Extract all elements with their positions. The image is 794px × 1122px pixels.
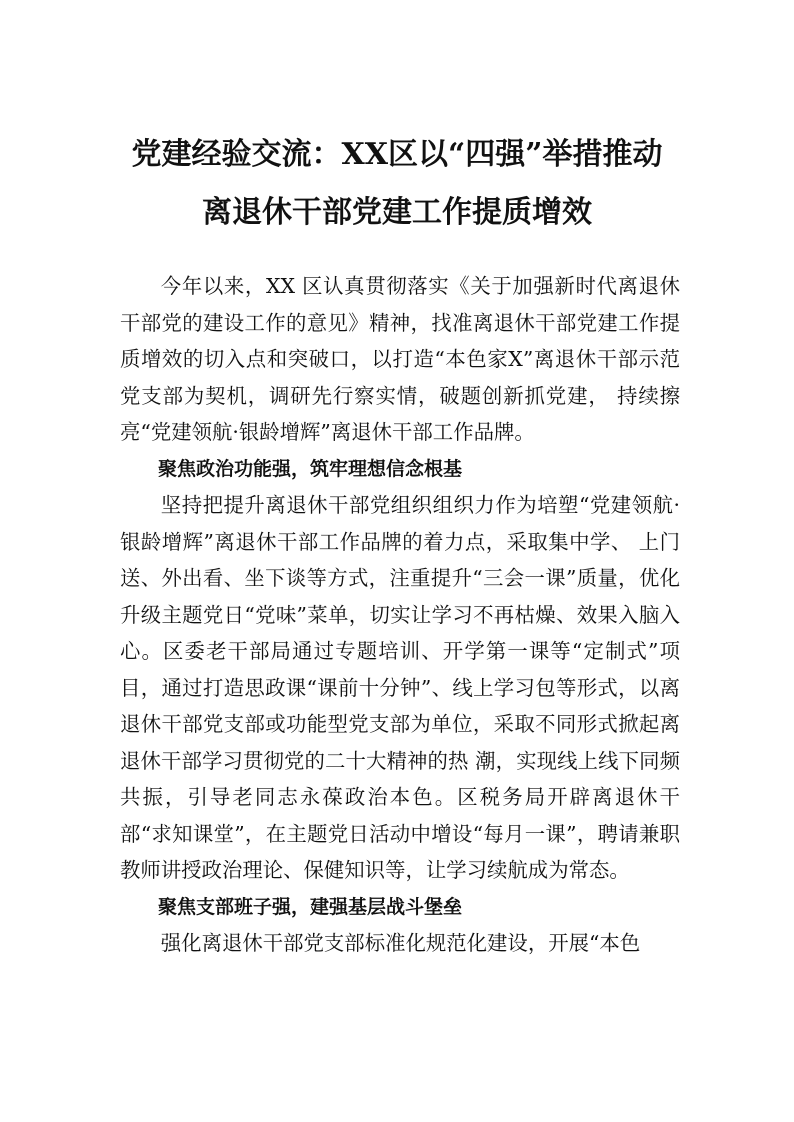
paragraph-intro: 今年以来，XX 区认真贯彻落实《关于加强新时代离退休干部党的建设工作的意见》精神，找准离退休干部党建工作提质增效的切入点和突破口，以打造“本色家X”离退休干部示范党支部为契机，调研先行察实情，破题创新抓党建， 持续擦亮“党建领航·银龄增辉”离退休干部工作品牌。 <box>120 274 680 444</box>
document-title-line-1: 党建经验交流：XX区以“四强”举措推动 <box>131 137 663 172</box>
document-body <box>120 268 680 962</box>
paragraph-political: 坚持把提升离退休干部党组织组织力作为培塑“党建领航·银龄增辉”离退休干部工作品牌的着力点，采取集中学、 上门送、外出看、坐下谈等方式，注重提升“三会一课”质量，优化升级主题党日“党味”菜单，切实让学习不再枯燥、效果入脑入心。区委老干部局通过专题培训、开学第一课等“定制式”项目，通过打造思政课“课前十分钟”、线上学习包等形式，以离退休干部党支部或功能型党支部为单位，采取不同形式掀起离退休干部学习贯彻党的二十大精神的热 潮，实现线上线下同频共振，引导老同志永葆政治本色。区税务局开辟离退休干部“求知课堂”，在主题党日活动中增设“每月一课”，聘请兼职教师讲授政治理论、保健知识等，让学习续航成为常态。 <box>120 493 680 882</box>
paragraph-branch: 强化离退休干部党支部标准化规范化建设，开展“本色 <box>160 931 641 955</box>
section-heading-political: 聚焦政治功能强，筑牢理想信念根基 <box>158 457 463 480</box>
section-heading-branch: 聚焦支部班子强，建强基层战斗堡垒 <box>158 895 463 918</box>
document-title-line-2: 离退休干部党建工作提质增效 <box>202 195 592 230</box>
